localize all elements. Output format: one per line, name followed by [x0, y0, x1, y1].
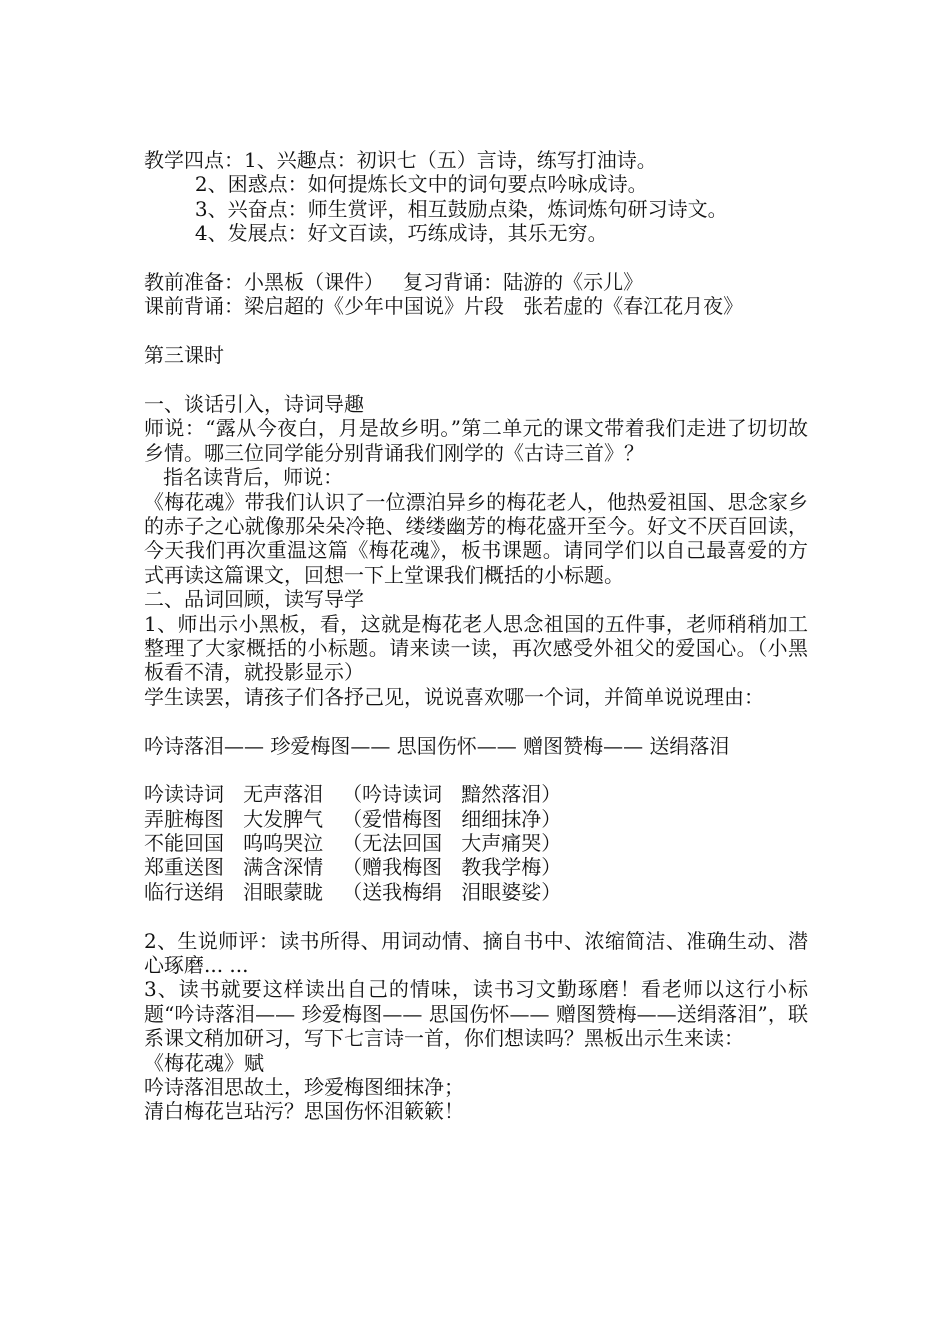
poem: [144, 1051, 808, 1124]
lesson-title: 第三课时: [144, 343, 224, 368]
focus-point-line: 4、发展点：好文百读，巧练成诗，其乐无穷。: [144, 221, 608, 246]
word-row: 吟读诗词 无声落泪 （吟诗读词 黯然落泪）: [144, 782, 562, 807]
word-row: 不能回国 呜呜哭泣 （无法回国 大声痛哭）: [144, 831, 562, 856]
poem-title: 《梅花魂》赋: [144, 1050, 264, 1075]
section-three: [144, 929, 808, 1051]
paragraph: 2、生说师评：读书所得、用词动情、摘自书中、浓缩简洁、准确生动、潜心琢磨... ...: [144, 928, 808, 978]
focus-point-line: 教学四点：1、兴趣点：初识七（五）言诗，练写打油诗。: [144, 148, 657, 172]
word-comparison-list: [144, 782, 808, 904]
word-row: 弄脏梅图 大发脾气 （爱惜梅图 细细抹净）: [144, 806, 562, 831]
paragraph: 3、读书就要这样读出自己的情味，读书习文勤琢磨！看老师以这行小标题“吟诗落泪—— 珍爱梅图—— 思国伤怀—— 赠图赞梅——送绢落泪”，联系课文稍加研习，写下七言诗一首，你们想读吗？黑板出示生来读：: [144, 977, 808, 1051]
preparation: [144, 270, 808, 319]
section-heading: 二、品词回顾，读写导学: [144, 587, 364, 612]
paragraph: 指名读背后，师说：: [144, 465, 344, 490]
word-row: 郑重送图 满含深情 （赠我梅图 教我学梅）: [144, 855, 562, 880]
paragraph: 《梅花魂》带我们认识了一位漂泊异乡的梅花老人，他热爱祖国、思念家乡的赤子之心就像那朵朵冷艳、缕缕幽芳的梅花盛开至今。好文不厌百回读，今天我们再次重温这篇《梅花魂》，板书课题。请同学们以自己最喜爱的方式再读这篇课文，回想一下上堂课我们概括的小标题。: [144, 489, 808, 587]
document-page: [144, 148, 808, 1124]
teaching-focus-points: [144, 148, 808, 246]
paragraph: 学生读罢，请孩子们各抒己见，说说喜欢哪一个词，并简单说说理由：: [144, 684, 764, 709]
section-two: [144, 587, 808, 709]
focus-point-line: 2、困惑点：如何提炼长文中的词句要点吟咏成诗。: [144, 172, 648, 197]
subtitle-chain: 吟诗落泪—— 珍爱梅图—— 思国伤怀—— 赠图赞梅—— 送绢落泪: [144, 733, 730, 758]
section-one: [144, 392, 808, 587]
section-heading: 一、谈话引入，诗词导趣: [144, 391, 364, 416]
recitation-line: 课前背诵：梁启超的《少年中国说》片段 张若虚的《春江花月夜》: [144, 294, 744, 319]
paragraph: 1、师出示小黑板，看，这就是梅花老人思念祖国的五件事，老师稍稍加工整理了大家概括的小标题。请来读一读，再次感受外祖父的爱国心。（小黑板看不清，就投影显示）: [144, 611, 808, 685]
paragraph: 师说：“露从今夜白，月是故乡明。”第二单元的课文带着我们走进了切切故乡情。哪三位同学能分别背诵我们刚学的《古诗三首》？: [144, 416, 808, 465]
focus-point-line: 3、兴奋点：师生赏评，相互鼓励点染，炼词炼句研习诗文。: [144, 196, 728, 221]
poem-line: 吟诗落泪思故土，珍爱梅图细抹净；: [144, 1075, 464, 1100]
preparation-line: 教前准备：小黑板（课件） 复习背诵：陆游的《示儿》: [144, 269, 644, 294]
poem-line: 清白梅花岂玷污？思国伤怀泪簌簌！: [144, 1099, 464, 1124]
word-row: 临行送绢 泪眼蒙眬 （送我梅绢 泪眼婆娑）: [144, 879, 562, 904]
